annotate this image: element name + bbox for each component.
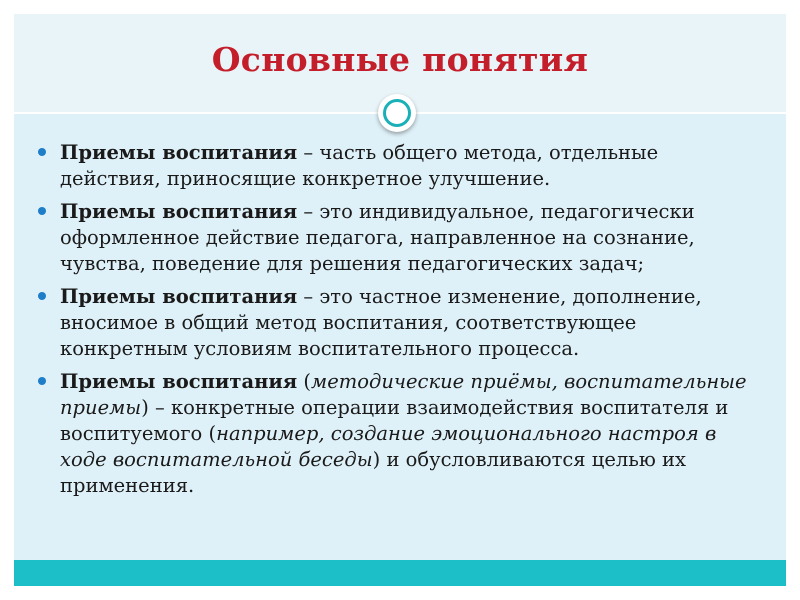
definition-text: ) и обусловливаются целью их применения.	[60, 448, 687, 497]
italic-text: например, создание эмоционального настроя в ходе воспитательной беседы	[60, 422, 717, 471]
definition-text: – часть общего метода, отдельные действия, приносящие конкретное улучшение.	[60, 141, 659, 190]
bullet-dot-icon	[38, 207, 46, 215]
bullet-dot-icon	[38, 292, 46, 300]
bullet-item-3	[34, 284, 764, 362]
term: Приемы воспитания	[60, 200, 298, 223]
definition-text: – это частное изменение, дополнение, вносимое в общий метод воспитания, соответствующее конкретным условиям воспитательного процесса.	[60, 285, 702, 360]
term: Приемы воспитания	[60, 370, 298, 393]
slide-title: Основные понятия	[211, 40, 589, 79]
definition-text: – это индивидуальное, педагогически оформленное действие педагога, направленное на сознание, чувства, поведение для решения педагогических задач;	[60, 200, 695, 275]
circle-ornament-icon	[378, 94, 416, 132]
term: Приемы воспитания	[60, 141, 298, 164]
bullet-item-1	[34, 140, 764, 192]
bullet-item-2	[34, 199, 764, 277]
definition-text: ) – конкретные операции взаимодействия воспитателя и воспитуемого (	[60, 396, 729, 445]
slide-frame	[14, 14, 786, 586]
bullet-item-4	[34, 369, 764, 499]
term: Приемы воспитания	[60, 285, 298, 308]
italic-text: методические приёмы, воспитательные приемы	[60, 370, 747, 419]
bullet-dot-icon	[38, 148, 46, 156]
bullet-list	[34, 140, 764, 506]
bullet-dot-icon	[38, 377, 46, 385]
definition-text: (	[297, 370, 312, 393]
bottom-accent-bar	[14, 560, 786, 586]
